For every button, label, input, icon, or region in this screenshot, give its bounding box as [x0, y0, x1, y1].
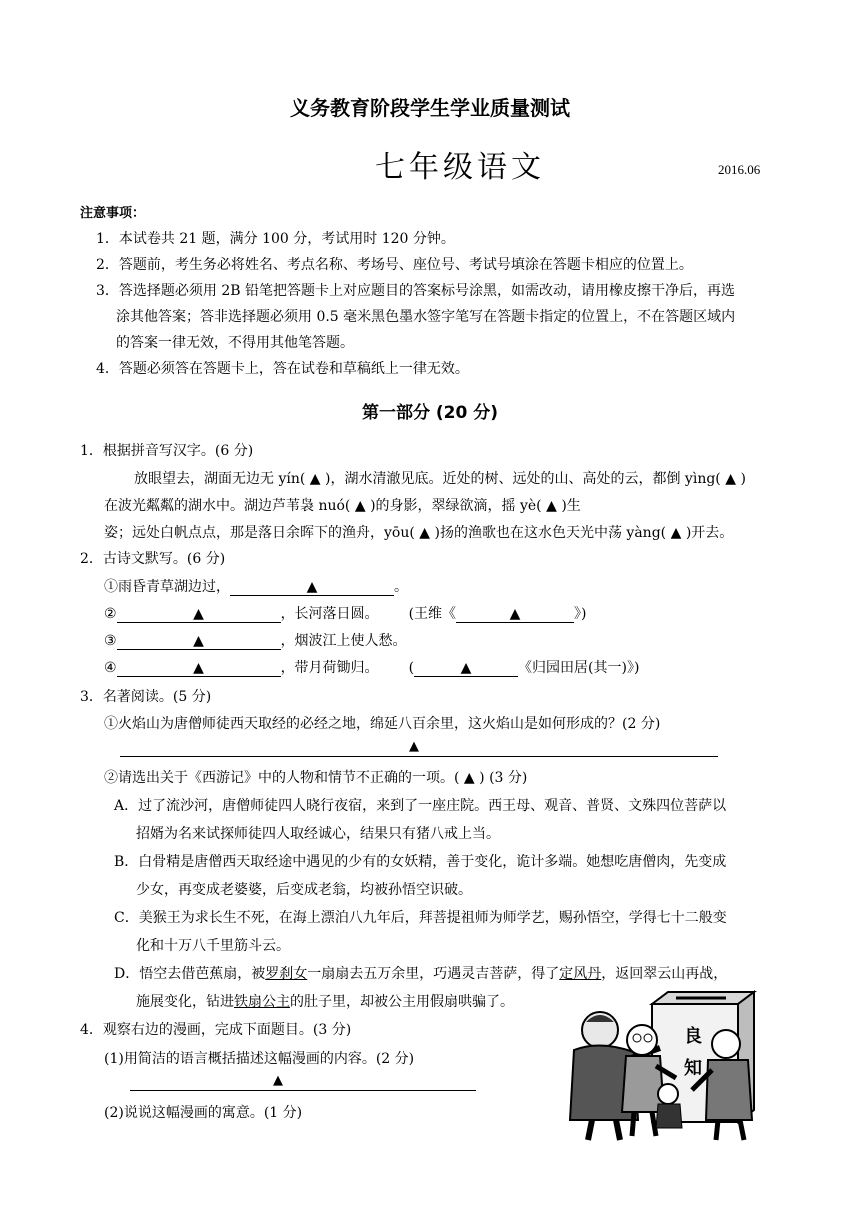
part-title: 第一部分 (20 分): [361, 403, 499, 423]
q2-stem: 2．古诗文默写。(6 分): [80, 551, 226, 567]
answer-marker: ▲: [546, 498, 557, 514]
answer-marker: ▲: [273, 1073, 283, 1088]
option-d-line-1: D．悟空去借芭蕉扇，被罗刹女一扇扇去五万余里，巧遇灵吉菩萨，得了定风丹，返回翠云山再战，: [114, 966, 728, 982]
option-a-line-1: A．过了流沙河，唐僧师徒四人晓行夜宿，来到了一座庄院。西王母、观音、普贤、文殊四位菩萨以: [114, 798, 727, 814]
answer-blank[interactable]: ▲: [117, 633, 281, 650]
answer-blank[interactable]: ▲: [117, 606, 281, 623]
option-c-line-1: C．美猴王为求长生不死，在海上漂泊八九年后，拜菩提祖师为师学艺，赐孙悟空，学得七十二般变: [114, 910, 727, 926]
answer-line[interactable]: [130, 1090, 476, 1091]
notice-item-2: 2．答题前，考生务必将姓名、考点名称、考场号、座位号、考试号填涂在答题卡相应的位置上。: [96, 257, 693, 273]
notice-item-4: 4．答题必须答在答题卡上，答在试卷和草稿纸上一律无效。: [96, 361, 469, 377]
box-label: 良: [684, 1026, 702, 1047]
option-c-line-2: 化和十万八千里筋斗云。: [136, 938, 290, 954]
q4-sub-2: (2)说说这幅漫画的寓意。(1 分): [104, 1105, 303, 1121]
option-b-line-1: B．白骨精是唐僧西天取经途中遇见的少有的女妖精，善于变化，诡计多端。她想吃唐僧肉，先变成: [114, 854, 727, 870]
q4-sub-1: (1)用简洁的语言概括描述这幅漫画的内容。(2 分): [104, 1051, 415, 1067]
q2-line-1: ①雨昏青草湖边过， ▲ 。: [104, 579, 408, 595]
answer-marker: ▲: [725, 471, 736, 487]
answer-marker: ▲: [463, 770, 475, 786]
notice-item-1: 1．本试卷共 21 题，满分 100 分，考试用时 120 分钟。: [96, 231, 455, 247]
answer-marker: ▲: [419, 525, 431, 541]
answer-marker: ▲: [409, 739, 419, 754]
option-b-line-2: 少女，再变成老婆婆，后变成老翁，均被孙悟空识破。: [136, 882, 472, 898]
answer-blank[interactable]: ▲: [414, 660, 518, 677]
option-a-line-2: 招婿为名来试探师徒四人取经诚心，结果只有猪八戒上当。: [136, 826, 500, 842]
exam-title: 义务教育阶段学生学业质量测试: [290, 96, 570, 120]
q3-sub-1: ①火焰山为唐僧师徒西天取经的必经之地，绵延八百余里，这火焰山是如何形成的？(2 分): [104, 716, 661, 732]
answer-line[interactable]: [120, 756, 718, 757]
notice-heading: 注意事项：: [80, 206, 146, 221]
notice-item-3-cont: 涂其他答案；答非选择题必须用 0.5 毫米黑色墨水签字笔写在答题卡指定的位置上，不在答题区域内: [116, 309, 736, 325]
q2-line-4: ④ ▲ ，带月荷锄归。 ( ▲ 《归园田居(其一)》): [104, 660, 640, 676]
q2-line-2: ② ▲ ，长河落日圆。 (王维《 ▲ 》): [104, 606, 587, 622]
q3-stem: 3．名著阅读。(5 分): [80, 689, 212, 705]
q4-stem: 4．观察右边的漫画，完成下面题目。(3 分): [80, 1022, 352, 1038]
answer-marker: ▲: [354, 498, 366, 514]
svg-text:知: 知: [684, 1058, 702, 1079]
answer-blank[interactable]: ▲: [230, 579, 394, 596]
q1-line-1: 放眼望去，湖面无边无 yín( ▲ )，湖水清澈见底。近处的树、远处的山、高处的云，都倒 yìng( ▲ ): [134, 471, 746, 487]
q3-sub-2: ②请选出关于《西游记》中的人物和情节不正确的一项。( ▲ ) (3 分): [104, 770, 528, 786]
q1-line-2: 在波光粼粼的湖水中。湖边芦苇袅 nuó( ▲ )的身影，翠绿欲滴，摇 yè( ▲ )生: [104, 498, 581, 514]
answer-marker: ▲: [309, 471, 321, 487]
notice-item-3-cont2: 的答案一律无效，不得用其他笔答题。: [116, 335, 354, 351]
answer-marker: ▲: [670, 525, 682, 541]
answer-blank[interactable]: ▲: [117, 660, 281, 677]
option-d-line-2: 施展变化，钻进铁扇公主的肚子里，却被公主用假扇哄骗了。: [136, 994, 514, 1010]
notice-item-3: 3．答选择题必须用 2B 铅笔把答题卡上对应题目的答案标号涂黑，如需改动，请用橡皮擦干净后，再选: [96, 283, 736, 299]
answer-blank[interactable]: ▲: [456, 606, 574, 623]
exam-date: 2016.06: [718, 162, 761, 177]
q1-line-3: 姿；远处白帆点点，那是落日余晖下的渔舟，yōu( ▲ )扬的渔歌也在这水色天光中荡 yàng( ▲ )开去。: [104, 525, 734, 541]
subject-title: 七年级语文: [375, 150, 545, 185]
cartoon-illustration: [556, 990, 782, 1142]
q1-stem: 1．根据拼音写汉字。(6 分): [80, 443, 254, 459]
q2-line-3: ③ ▲ ，烟波江上使人愁。: [104, 633, 407, 649]
